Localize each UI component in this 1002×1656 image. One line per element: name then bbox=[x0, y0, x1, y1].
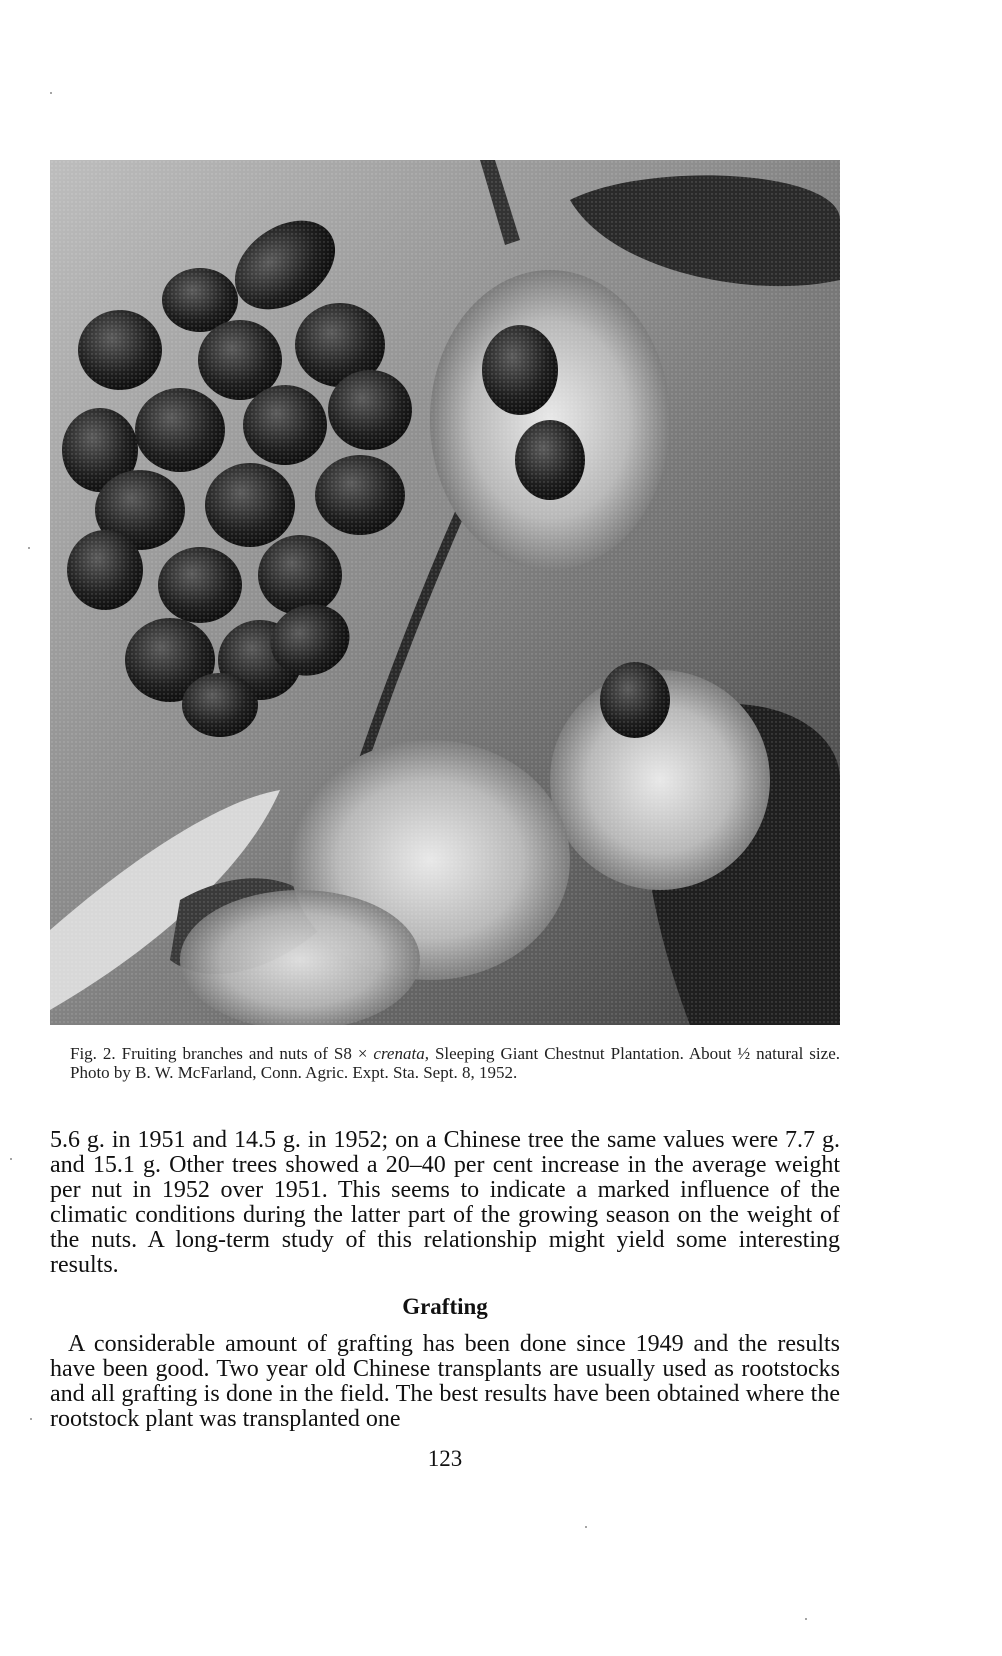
scan-speck bbox=[805, 1618, 807, 1620]
scan-speck bbox=[30, 1418, 32, 1420]
scan-speck bbox=[585, 1526, 587, 1528]
caption-text-a: Fruiting branches and nuts of S8 × bbox=[121, 1044, 374, 1063]
caption-label: Fig. 2. bbox=[70, 1044, 122, 1063]
page-number: 123 bbox=[427, 1446, 463, 1471]
body-paragraph-1: 5.6 g. in 1951 and 14.5 g. in 1952; on a Chinese tree the same values were 7.7 g. and 15.1 g. Other trees showed a 20–40 per cent increase in the average weight per nut in 1952 over 1951. This seems to indicate a marked influence of the climatic conditions during the latter part of the growing season on the weight of the nuts. A long-term study of this relationship might yield some interesting results. bbox=[50, 1127, 840, 1278]
scan-speck bbox=[28, 547, 30, 549]
photo-illustration bbox=[50, 160, 840, 1025]
scan-speck bbox=[10, 1158, 12, 1160]
figure-caption bbox=[70, 1044, 840, 1082]
scan-speck bbox=[50, 92, 52, 94]
caption-species: crenata, bbox=[373, 1044, 429, 1063]
caption-text-b: Sleeping Giant Chestnut Plantation. About ½ natural size. Photo by B. W. McFarland, Conn. Agric. Expt. Sta. Sept. 8, 1952. bbox=[70, 1044, 840, 1082]
chestnut-photo bbox=[50, 160, 840, 1025]
body-paragraph-2: A considerable amount of grafting has been done since 1949 and the results have been good. Two year old Chinese transplants are usually used as rootstocks and all grafting is done in the field. The best results have been obtained where the rootstock plant was transplanted one bbox=[50, 1331, 840, 1432]
section-heading: Grafting bbox=[402, 1294, 488, 1319]
